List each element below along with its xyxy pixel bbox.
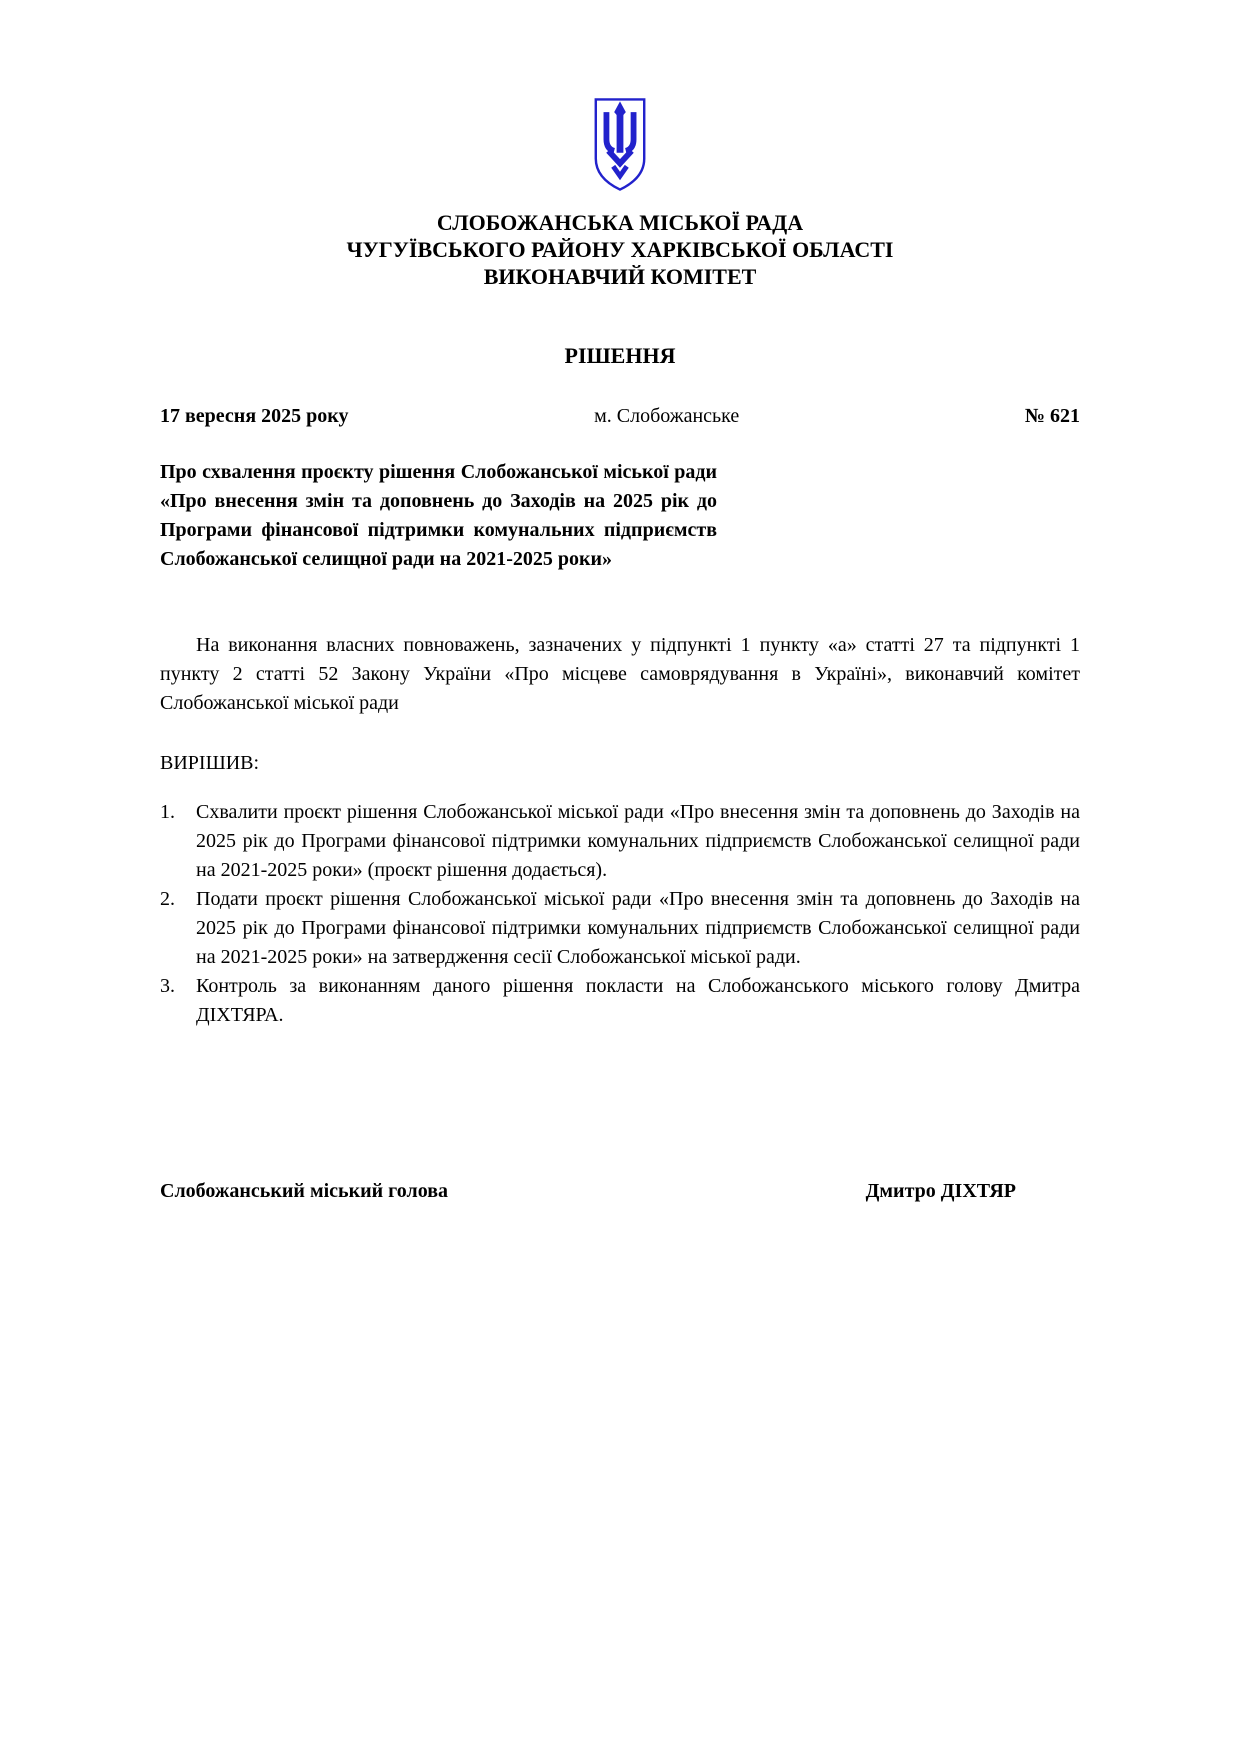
signatory-title: Слобожанський міський голова xyxy=(160,1180,448,1202)
org-name-line2: ЧУГУЇВСЬКОГО РАЙОНУ ХАРКІВСЬКОЇ ОБЛАСТІ xyxy=(346,237,894,262)
org-header xyxy=(160,209,1080,290)
meta-row xyxy=(160,405,1080,428)
emblem-container xyxy=(160,96,1080,199)
resolution-text: Схвалити проєкт рішення Слобожанської міської ради «Про внесення змін та доповнень до Заходів на 2025 рік до Програми фінансової підтримки комунальних підприємств Слобожанської селищної ради на 2021-2025 роки» (проєкт рішення додається). xyxy=(196,801,1080,881)
signature-row xyxy=(160,1180,1080,1203)
resolution-text: Подати проєкт рішення Слобожанської міської ради «Про внесення змін та доповнень до Заходів на 2025 рік до Програми фінансової підтримки комунальних підприємств Слобожанської селищної ради на 2021-2025 роки» на затвердження сесії Слобожанської міської ради. xyxy=(196,888,1080,968)
resolution-number: 1. xyxy=(160,801,175,823)
document-date: 17 вересня 2025 року xyxy=(160,405,349,427)
signatory-name: Дмитро ДІХТЯР xyxy=(865,1180,1016,1202)
resolutions-list xyxy=(160,798,1080,1030)
resolution-item xyxy=(160,798,1080,885)
document-type-title: РІШЕННЯ xyxy=(564,343,676,368)
org-name-line1: СЛОБОЖАНСЬКА МІСЬКОЇ РАДА xyxy=(436,210,804,235)
document-number: № 621 xyxy=(1024,405,1080,427)
document-place: м. Слобожанське xyxy=(594,405,740,427)
ukraine-trident-shield-icon xyxy=(589,181,651,198)
resolution-item xyxy=(160,885,1080,972)
resolution-number: 2. xyxy=(160,888,175,910)
resolution-text: Контроль за виконанням даного рішення покласти на Слобожанського міського голову Дмитра ДІХТЯРА. xyxy=(196,975,1080,1026)
resolution-number: 3. xyxy=(160,975,175,997)
preamble-paragraph: На виконання власних повноважень, зазначених у підпункті 1 пункту «а» статті 27 та підпункті 1 пункту 2 статті 52 Закону України «Про місцеве самоврядування в Україні», виконавчий комітет Слобожанської міської ради xyxy=(160,634,1080,714)
document-subject: Про схвалення проєкту рішення Слобожанської міської ради «Про внесення змін та доповнень до Заходів на 2025 рік до Програми фінансової підтримки комунальних підприємств Слобожанської селищної ради на 2021-2025 роки» xyxy=(160,461,717,570)
org-name-line3: ВИКОНАВЧИЙ КОМІТЕТ xyxy=(483,264,757,289)
resolution-item xyxy=(160,972,1080,1030)
resolved-heading: ВИРІШИВ: xyxy=(160,752,260,774)
